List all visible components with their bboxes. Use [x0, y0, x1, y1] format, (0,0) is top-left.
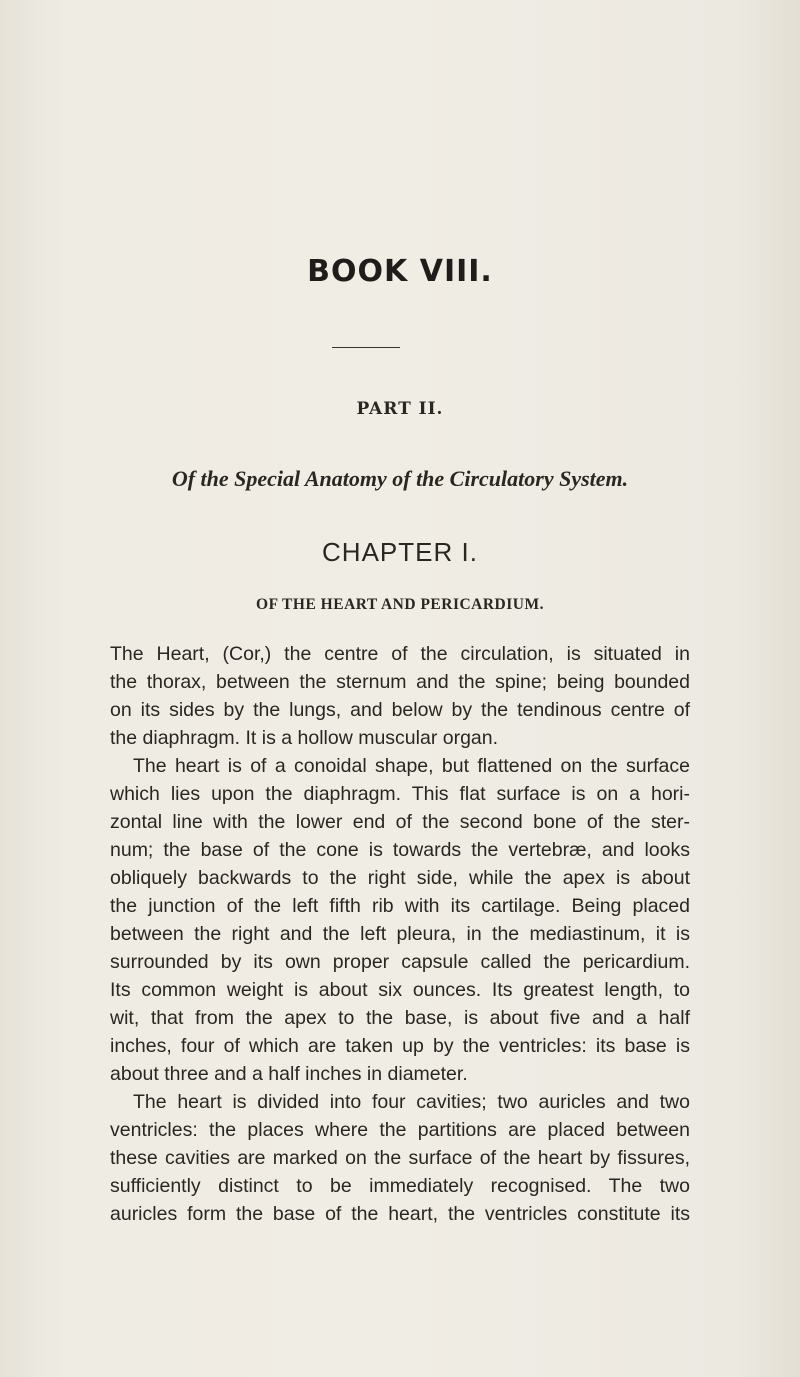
text-line: about three and a half inches in diameter. — [110, 1063, 468, 1085]
text-line: the diaphragm. It is a hollow muscular organ. — [110, 727, 499, 749]
text-line: auricles form the base of the heart, the ventricles constitute its — [110, 1203, 690, 1225]
text-line: The heart is divided into four cavities; two auricles and two — [133, 1091, 690, 1113]
text-line: The Heart, (Cor,) the centre of the circulation, is situated in — [110, 643, 690, 665]
separator-rule — [332, 347, 400, 348]
book-title: BOOK VIII. — [307, 254, 493, 289]
text-line: on its sides by the lungs, and below by the tendinous centre of — [110, 699, 690, 721]
text-line: wit, that from the apex to the base, is about five and a half — [110, 1007, 690, 1029]
chapter-subtitle: OF THE HEART AND PERICARDIUM. — [256, 596, 544, 613]
text-line: The heart is of a conoidal shape, but flattened on the surface — [133, 755, 690, 777]
text-line: which lies upon the diaphragm. This flat surface is on a hori- — [110, 783, 690, 805]
text-line: obliquely backwards to the right side, while the apex is about — [110, 867, 690, 889]
part-subtitle: Of the Special Anatomy of the Circulatory System. — [171, 466, 629, 491]
text-line: surrounded by its own proper capsule called the pericardium. — [110, 951, 690, 973]
text-line: ventricles: the places where the partitions are placed between — [110, 1119, 690, 1141]
text-line: sufficiently distinct to be immediately recognised. The two — [110, 1175, 690, 1197]
chapter-heading: CHAPTER I. — [322, 537, 478, 567]
part-heading: PART II. — [356, 399, 444, 419]
text-line: these cavities are marked on the surface of the heart by fissures, — [110, 1147, 690, 1169]
text-line: the junction of the left fifth rib with its cartilage. Being placed — [110, 895, 690, 917]
text-line: zontal line with the lower end of the second bone of the ster- — [110, 811, 690, 833]
text-line: between the right and the left pleura, in the mediastinum, it is — [110, 923, 690, 945]
text-line: num; the base of the cone is towards the vertebræ, and looks — [110, 839, 690, 861]
text-line: inches, four of which are taken up by the ventricles: its base is — [110, 1035, 690, 1057]
text-line: Its common weight is about six ounces. Its greatest length, to — [110, 979, 690, 1001]
text-line: the thorax, between the sternum and the spine; being bounded — [110, 671, 690, 693]
